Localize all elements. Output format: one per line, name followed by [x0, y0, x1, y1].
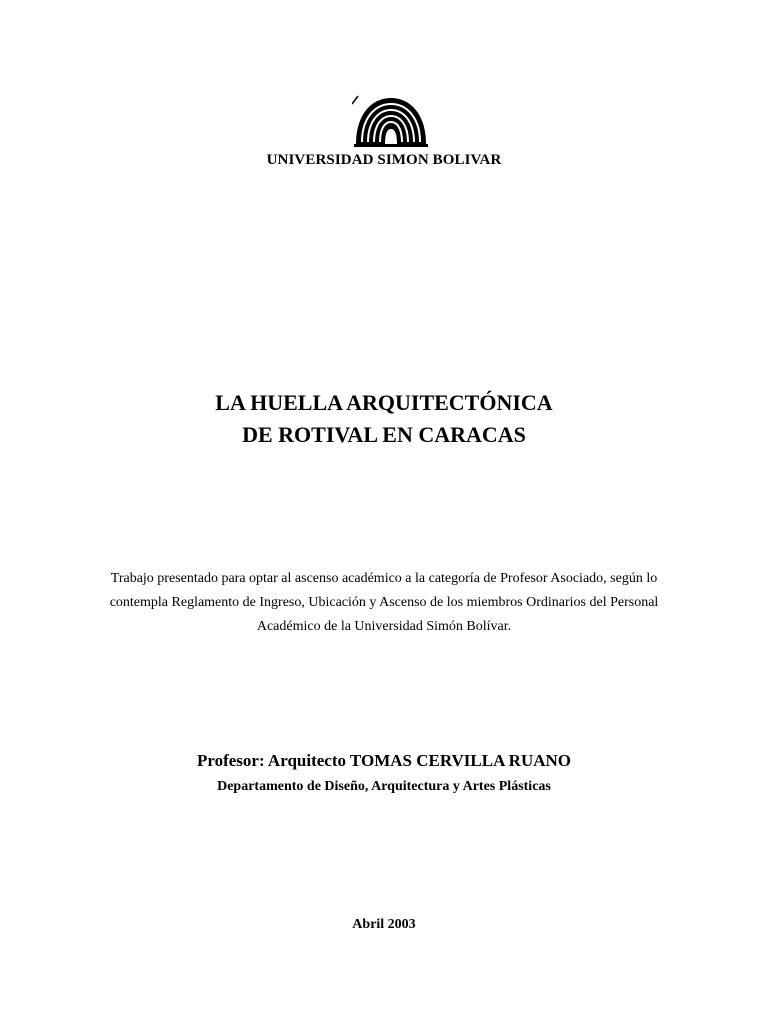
- university-name: UNIVERSIDAD SIMON BOLIVAR: [266, 152, 502, 168]
- title-line-1: LA HUELLA ARQUITECTÓNICA: [215, 390, 553, 415]
- professor-name: Profesor: Arquitecto TOMAS CERVILLA RUANO: [196, 751, 572, 770]
- university-seal-icon: [352, 92, 430, 150]
- department-name: Departamento de Diseño, Arquitectura y Artes Plásticas: [217, 779, 551, 794]
- description-line-2: contempla Reglamento de Ingreso, Ubicación y Ascenso de los miembros Ordinarios del Personal: [109, 595, 659, 610]
- document-title: [0, 387, 768, 451]
- description-line-3: Académico de la Universidad Simón Bolívar.: [256, 619, 512, 634]
- title-line-2: DE ROTIVAL EN CARACAS: [242, 422, 526, 447]
- document-description: [92, 567, 676, 639]
- description-line-1: Trabajo presentado para optar al ascenso académico a la categoría de Profesor Asociado, según lo: [110, 571, 658, 586]
- document-date: Abril 2003: [352, 917, 416, 932]
